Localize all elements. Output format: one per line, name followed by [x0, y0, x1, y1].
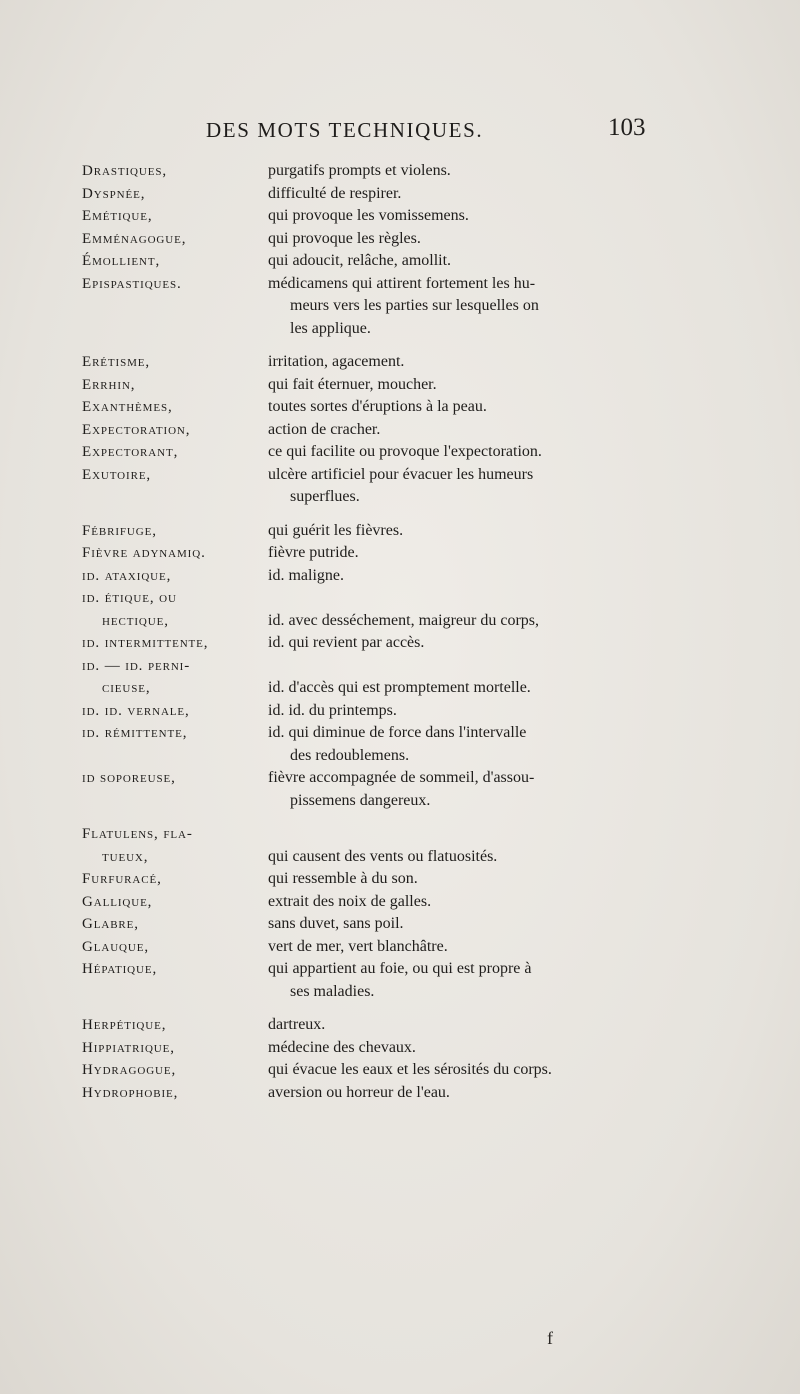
term-line: id. ataxique,	[82, 567, 172, 584]
entry-definition	[268, 700, 688, 723]
term-line: Dyspnée,	[82, 185, 146, 202]
glossary-entry	[0, 273, 800, 341]
definition-line: qui adoucit, relâche, amollit.	[268, 252, 452, 269]
definition-line: qui guérit les fièvres.	[268, 521, 404, 539]
term-line: Drastiques,	[82, 163, 167, 179]
entry-term	[82, 655, 272, 700]
glossary-entry	[0, 250, 800, 273]
glossary-entry	[0, 632, 800, 655]
glossary-entry	[0, 419, 800, 442]
entry-term	[82, 587, 272, 632]
term-line: Emménagogue,	[82, 230, 187, 247]
definition-line: fièvre accompagnée de sommeil, d'assou-	[268, 769, 535, 786]
page-number: 103	[608, 114, 646, 141]
term-line: cieuse,	[102, 680, 151, 696]
entry-term	[82, 1082, 272, 1105]
page-header	[0, 114, 800, 152]
entry-definition	[268, 419, 688, 442]
running-head: DES MOTS TECHNIQUES.	[206, 118, 484, 142]
term-line: id. rémittente,	[82, 725, 188, 741]
entry-definition	[268, 520, 688, 543]
term-line: Hippiatrique,	[82, 1039, 175, 1056]
bottom-mark: f	[547, 1328, 553, 1348]
definition-line: ulcère artificiel pour évacuer les humeurs	[268, 465, 534, 483]
term-line: Expectoration,	[82, 421, 191, 438]
definition-line: des redoublemens.	[290, 746, 410, 764]
definition-line: meurs vers les parties sur lesquelles on	[290, 297, 539, 314]
glossary-entry	[0, 1037, 800, 1060]
term-line: id. — id. perni-	[82, 657, 191, 674]
glossary-entry	[0, 183, 800, 206]
entry-term	[82, 913, 272, 936]
term-line: Emétique,	[82, 208, 153, 224]
entry-term	[82, 160, 272, 183]
entry-term	[82, 183, 272, 206]
term-line: Hépatique,	[82, 961, 158, 977]
glossary-entry	[0, 936, 800, 959]
definition-line: qui fait éternuer, moucher.	[268, 375, 437, 393]
term-line: Erétisme,	[82, 354, 151, 370]
entry-definition	[268, 565, 688, 588]
definition-line: dartreux.	[268, 1016, 326, 1033]
glossary-entries	[0, 160, 800, 1104]
glossary-entry	[0, 228, 800, 251]
glossary-entry	[0, 868, 800, 891]
entry-term	[82, 464, 272, 487]
entry-definition	[268, 250, 688, 273]
entry-term	[82, 1037, 272, 1060]
definition-line: id. d'accès qui est promptement mortelle.	[268, 679, 531, 696]
term-line: Émollient,	[82, 253, 161, 269]
entry-definition	[268, 891, 688, 914]
entry-term	[82, 419, 272, 442]
entry-definition	[268, 273, 688, 341]
term-line: Exutoire,	[82, 466, 152, 483]
term-line: hectique,	[102, 612, 169, 629]
term-line: id. étique, ou	[82, 590, 177, 606]
entry-definition	[268, 913, 688, 936]
entry-definition	[268, 183, 688, 206]
entry-definition	[268, 396, 688, 419]
glossary-entry	[0, 823, 800, 868]
entry-term	[82, 823, 272, 868]
glossary-entry	[0, 351, 800, 374]
entry-definition	[268, 868, 688, 891]
entry-definition	[268, 441, 688, 464]
glossary-entry	[0, 700, 800, 723]
entry-definition	[268, 958, 688, 1003]
entry-term	[82, 205, 272, 228]
glossary-entry	[0, 913, 800, 936]
entry-term	[82, 1014, 272, 1037]
definition-line: id. qui revient par accès.	[268, 634, 425, 651]
entry-term	[82, 250, 272, 273]
definition-line: aversion ou horreur de l'eau.	[268, 1083, 450, 1101]
definition-line: extrait des noix de galles.	[268, 892, 432, 910]
entry-term	[82, 565, 272, 588]
term-line: Glabre,	[82, 916, 139, 932]
entry-definition	[268, 464, 688, 509]
definition-line: qui appartient au foie, ou qui est propre à	[268, 960, 532, 977]
entry-definition	[268, 1082, 688, 1105]
term-line: Herpétique,	[82, 1017, 167, 1033]
entry-definition	[268, 1037, 688, 1060]
entry-definition	[268, 228, 688, 251]
term-line: id. id. vernale,	[82, 702, 190, 719]
term-line: Hydrophobie,	[82, 1084, 179, 1101]
definition-line: toutes sortes d'éruptions à la peau.	[268, 398, 487, 415]
glossary-entry	[0, 958, 800, 1003]
entry-definition	[268, 205, 688, 228]
glossary-entry	[0, 587, 800, 632]
entry-definition	[268, 1059, 688, 1082]
definition-line: qui causent des vents ou flatuosités.	[268, 847, 498, 865]
definition-line: irritation, agacement.	[268, 353, 405, 370]
glossary-entry	[0, 655, 800, 700]
entry-term	[82, 441, 272, 464]
entry-definition	[268, 936, 688, 959]
entry-definition	[268, 374, 688, 397]
entry-term	[82, 958, 272, 981]
glossary-entry	[0, 891, 800, 914]
entry-term	[82, 936, 272, 959]
definition-line: qui provoque les règles.	[268, 229, 421, 247]
definition-line: difficulté de respirer.	[268, 184, 402, 202]
entry-definition	[268, 160, 688, 183]
term-line: Exanthèmes,	[82, 399, 173, 415]
term-line: id. intermittente,	[82, 635, 209, 651]
definition-line: id. qui diminue de force dans l'intervalle	[268, 724, 527, 741]
term-line: Hydragogue,	[82, 1062, 177, 1078]
entry-definition	[268, 632, 688, 655]
term-line: Epispastiques.	[82, 275, 182, 292]
glossary-entry	[0, 767, 800, 812]
glossary-entry	[0, 205, 800, 228]
entry-term	[82, 868, 272, 891]
definition-line: superflues.	[290, 488, 360, 505]
entry-definition	[268, 542, 688, 565]
glossary-entry	[0, 520, 800, 543]
entry-definition	[268, 722, 688, 767]
definition-line: qui provoque les vomissemens.	[268, 207, 469, 224]
term-line: id soporeuse,	[82, 770, 176, 786]
glossary-entry	[0, 1059, 800, 1082]
definition-line	[268, 587, 688, 610]
glossary-entry	[0, 374, 800, 397]
entry-term	[82, 396, 272, 419]
entry-term	[82, 228, 272, 251]
glossary-entry	[0, 565, 800, 588]
definition-line: sans duvet, sans poil.	[268, 915, 404, 932]
definition-line: pissemens dangereux.	[290, 791, 431, 809]
definition-line	[268, 655, 688, 678]
definition-line: qui ressemble à du son.	[268, 870, 418, 887]
entry-term	[82, 722, 272, 745]
term-line: Fièvre adynamiq.	[82, 545, 206, 561]
definition-line: purgatifs prompts et violens.	[268, 162, 451, 179]
definition-line: id. maligne.	[268, 566, 344, 584]
definition-line: fièvre putride.	[268, 544, 359, 561]
entry-definition	[268, 767, 688, 812]
definition-line: qui évacue les eaux et les sérosités du corps.	[268, 1061, 552, 1078]
term-line: Errhin,	[82, 376, 136, 393]
entry-term	[82, 1059, 272, 1082]
entry-term	[82, 891, 272, 914]
glossary-entry	[0, 1082, 800, 1105]
term-line: Furfuracé,	[82, 871, 162, 887]
entry-term	[82, 632, 272, 655]
entry-term	[82, 351, 272, 374]
definition-line: médecine des chevaux.	[268, 1038, 416, 1056]
entry-definition	[268, 351, 688, 374]
definition-line: id. avec desséchement, maigreur du corps,	[268, 611, 540, 629]
term-line: Glauque,	[82, 938, 149, 955]
definition-line: médicamens qui attirent fortement les hu-	[268, 274, 536, 292]
entry-term	[82, 700, 272, 723]
entry-definition	[268, 587, 688, 632]
glossary-entry	[0, 722, 800, 767]
definition-line: ce qui facilite ou provoque l'expectoration.	[268, 443, 542, 460]
term-line: Fébrifuge,	[82, 522, 157, 539]
entry-definition	[268, 655, 688, 700]
definition-line	[268, 823, 688, 846]
entry-term	[82, 520, 272, 543]
glossary-entry	[0, 542, 800, 565]
term-line: Gallique,	[82, 893, 153, 910]
definition-line: les applique.	[290, 319, 371, 337]
definition-line: ses maladies.	[290, 982, 375, 1000]
glossary-entry	[0, 396, 800, 419]
entry-definition	[268, 1014, 688, 1037]
term-line: tueux,	[102, 848, 149, 865]
entry-term	[82, 767, 272, 790]
entry-term	[82, 542, 272, 565]
definition-line: action de cracher.	[268, 420, 381, 438]
entry-definition	[268, 823, 688, 868]
term-line: Flatulens, fla-	[82, 826, 193, 842]
glossary-entry	[0, 441, 800, 464]
glossary-entry	[0, 464, 800, 509]
definition-line: vert de mer, vert blanchâtre.	[268, 937, 448, 955]
term-line: Expectorant,	[82, 444, 179, 460]
entry-term	[82, 374, 272, 397]
definition-line: id. id. du printemps.	[268, 701, 397, 719]
entry-term	[82, 273, 272, 296]
glossary-entry	[0, 1014, 800, 1037]
glossary-entry	[0, 160, 800, 183]
